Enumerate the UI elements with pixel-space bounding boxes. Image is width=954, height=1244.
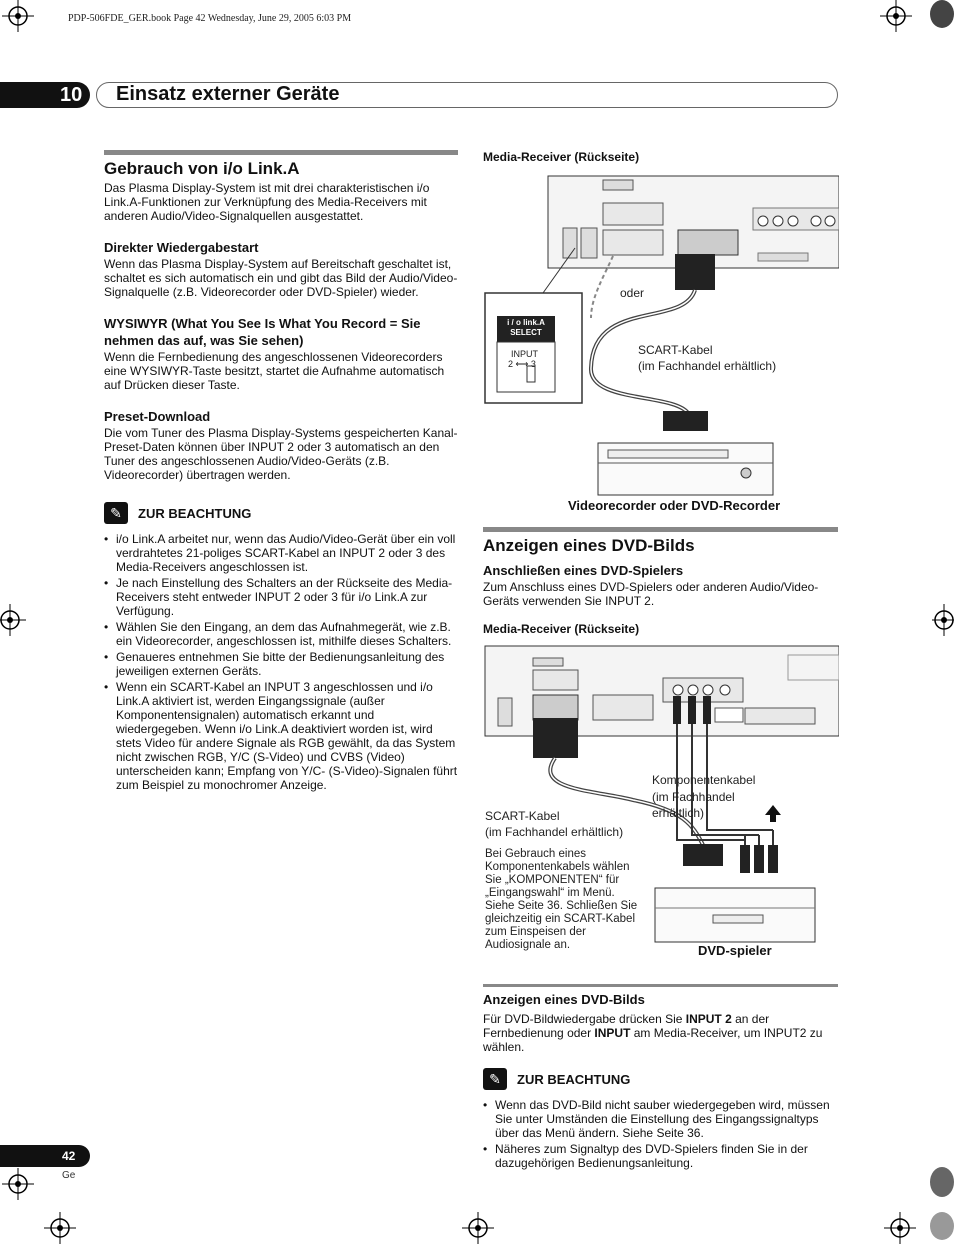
show-text-1: Für DVD-Bildwiedergabe drücken Sie (483, 1012, 686, 1026)
section-title: Anzeigen eines DVD-Bilds (483, 536, 695, 555)
oder-label: oder (620, 286, 645, 300)
komponent-label-3: erhältlich) (652, 806, 705, 820)
vcr-caption: Videorecorder oder DVD-Recorder (568, 498, 781, 513)
subheading-show-dvd: Anzeigen eines DVD-Bilds (483, 992, 645, 1007)
note-title: ZUR BEACHTUNG (138, 505, 252, 521)
list-item: • Wenn ein SCART-Kabel an INPUT 3 angeschlossen und i/o Link.A aktiviert ist, werden Eingangssignale (außer Komponentensignalen) automatisch erkannt und wiedergegeben. Wenn i/o Link.A deaktiviert worden ist, wird stets Video für andere Signale als RGB gewählt, da das System nicht zwischen RGB, Y/C (S-Video) und CVBS (Video) unterscheiden kann; Empfang von Y/C- (S-Video)-Signalen führt zum Beispiel zu monochromer Anzeige. (104, 680, 458, 792)
show-text-3: am Media-Receiver, um INPUT2 zu wählen. (483, 1026, 823, 1054)
subheading-connect-dvd: Anschließen eines DVD-Spielers (483, 563, 684, 578)
intro-text: Das Plasma Display-System ist mit drei charakteristischen i/o Link.A-Funktionen zur Verknüpfung des Media-Receivers mit anderen Audio/Video-Signalquellen ausgestattet. (104, 181, 430, 223)
list-item: • Wählen Sie den Eingang, an dem das Aufnahmegerät, wie z.B. ein Videorecorder, angeschlossen ist, mithilfe dieses Schalters. (104, 620, 458, 648)
show-dvd-text (483, 1012, 838, 1054)
list-item: • Genaueres entnehmen Sie bitte der Bedienungsanleitung des jeweiligen externen Geräts. (104, 650, 458, 678)
crop-mark-icon (880, 0, 920, 40)
show-text-2: an der Fernbedienung oder (483, 1012, 770, 1040)
direct-play-text: Wenn das Plasma Display-System auf Bereitschaft geschaltet ist, schaltet es sich automatisch ein und gibt das Bild der Audio/Video-Signalquelle (z.B. Videorecorder oder DVD-Spieler) wieder. (104, 257, 458, 299)
komponent-label-2: (im Fachhandel (652, 790, 735, 804)
note-list (104, 532, 458, 792)
switch-title: i / o link.A SELECT (507, 318, 545, 337)
color-bar-icon (928, 1164, 954, 1204)
wysiwyr-text: Wenn die Fernbedienung des angeschlossenen Videorecorders eine WYSIWYR-Taste besitzt, startet die Aufnahme automatisch auf Drücken dieser Taste. (104, 350, 445, 392)
dvd-caption: DVD-spieler (698, 943, 772, 958)
component-note: Bei Gebrauch eines Komponentenkabels wählen Sie „KOMPONENTEN“ für „Eingangswahl“ im Menü. Siehe Seite 36. Schließen Sie gleichzeitig ein SCART-Kabel zum Einspeisen der Audiosignale an. (485, 848, 638, 951)
subheading-direct-play: Direkter Wiedergabestart (104, 240, 259, 255)
dvd-section (483, 527, 838, 608)
scart2-sub-label: (im Fachhandel erhältlich) (485, 825, 624, 839)
note-heading (104, 502, 458, 524)
input2-emphasis: INPUT 2 (685, 1012, 732, 1026)
switch-values: 2 ⟷ 3 (508, 359, 536, 369)
list-item: • Je nach Einstellung des Schalters an der Rückseite des Media-Receivers steht entweder INPUT 2 oder 3 für i/o Link.A zur Verfügung. (104, 576, 458, 618)
crop-mark-icon (458, 1206, 498, 1244)
section-rule (104, 150, 458, 155)
input-emphasis: INPUT (594, 1026, 631, 1040)
diagram2-label: Media-Receiver (Rückseite) (483, 622, 640, 636)
page-number: 42 (0, 1145, 90, 1167)
diagram1-label: Media-Receiver (Rückseite) (483, 150, 640, 164)
chapter-title: Einsatz externer Geräte (116, 83, 340, 105)
color-bar-icon (928, 0, 954, 40)
pencil-note-icon: ✎ (104, 502, 128, 524)
book-header: PDP-506FDE_GER.book Page 42 Wednesday, June 29, 2005 6:03 PM (68, 13, 352, 24)
komponent-label-1: Komponentenkabel (652, 773, 756, 787)
crop-mark-icon (928, 600, 954, 640)
note-title: ZUR BEACHTUNG (517, 1071, 631, 1087)
section-rule (483, 527, 838, 532)
pencil-note-icon: ✎ (483, 1068, 507, 1090)
list-item: • Näheres zum Signaltyp des DVD-Spielers finden Sie in der dazugehörigen Bedienungsanleitung. (483, 1142, 838, 1170)
note-list (483, 1098, 838, 1170)
sub-rule (483, 984, 838, 987)
connect-dvd-text: Zum Anschluss eines DVD-Spielers oder anderen Audio/Video-Geräts verwenden Sie INPUT 2. (483, 580, 819, 608)
crop-mark-icon (40, 1206, 80, 1244)
switch-input-label: INPUT (511, 349, 538, 359)
left-column (104, 150, 458, 794)
crop-mark-icon (0, 600, 34, 640)
chapter-number: 10 (0, 82, 90, 108)
scart1-label: SCART-Kabel (638, 343, 713, 357)
preset-download-text: Die vom Tuner des Plasma Display-Systems gespeicherten Kanal-Preset-Daten können über INPUT 2 oder 3 automatisch an den Tuner des angeschlossenen Audio/Video-Geräts (z.B. Videorecorder) übertragen werden. (104, 426, 458, 482)
language-code: Ge (62, 1170, 76, 1181)
crop-mark-icon (2, 0, 42, 40)
subheading-preset-download: Preset-Download (104, 409, 211, 424)
color-bar-icon (928, 1210, 954, 1244)
note-heading (483, 1068, 838, 1090)
show-dvd-section (483, 984, 838, 1172)
scart2-label: SCART-Kabel (485, 809, 560, 823)
subheading-wysiwyr: WYSIWYR (What You See Is What You Record = Sie nehmen das auf, was Sie sehen) (104, 316, 421, 348)
list-item: • i/o Link.A arbeitet nur, wenn das Audio/Video-Gerät über ein voll verdrahtetes 21-poliges SCART-Kabel an INPUT 2 oder 3 des Media-Receivers angeschlossen ist. (104, 532, 458, 574)
list-item: • Wenn das DVD-Bild nicht sauber wiedergegeben wird, müssen Sie unter Umständen die Einstellung des Eingangssignaltyps über das Menü ändern. Siehe Seite 36. (483, 1098, 838, 1140)
crop-mark-icon (880, 1206, 920, 1244)
scart1-sub-label: (im Fachhandel erhältlich) (638, 359, 777, 373)
section-title: Gebrauch von i/o Link.A (104, 159, 300, 178)
crop-mark-icon (2, 1164, 42, 1204)
